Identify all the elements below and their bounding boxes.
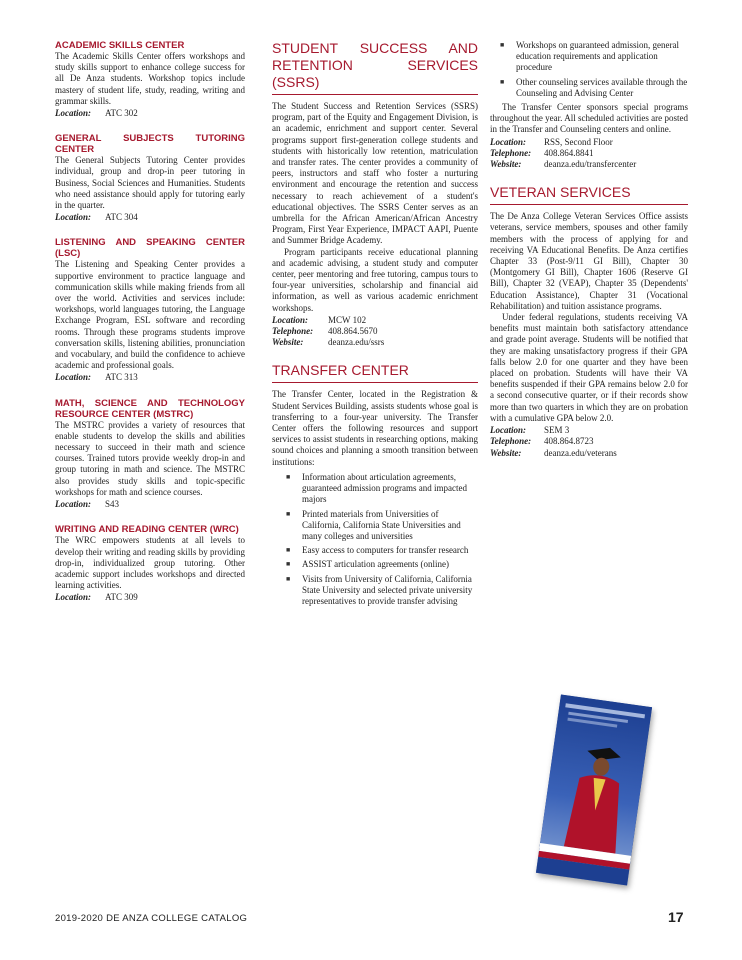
website-link[interactable]: deanza.edu/ssrs — [328, 337, 385, 348]
bullet-list — [490, 40, 688, 99]
footer-catalog-title: 2019-2020 DE ANZA COLLEGE CATALOG — [55, 913, 248, 924]
section-body: Under federal regulations, students receiving VA benefits must maintain both satisfactory attendance and grade point average. Students will be notified that they are making unsatisfactory progress if their GPA falls below 2.0 for one quarter and they have been placed on probation. Students will have their VA benefits suspended if their GPA remains below 2.0 for a second consecutive quarter, or if their records show more than two quarters in which they are on probation with a cumulative GPA below 2.0. — [490, 312, 688, 423]
section-math-science — [55, 398, 245, 511]
telephone-line — [490, 148, 688, 159]
website-line — [272, 337, 478, 348]
location-value: ATC 313 — [105, 372, 138, 383]
section-heading: TRANSFER CENTER — [272, 362, 478, 383]
section-academic-skills — [55, 40, 245, 119]
section-transfer-center — [272, 362, 478, 607]
location-label: Location: — [55, 499, 91, 510]
section-body: The Transfer Center sponsors special programs throughout the year. All scheduled activities are posted in the Transfer and Counseling centers and online. — [490, 102, 688, 135]
section-body: The Transfer Center, located in the Registration & Student Services Building, assists students whose goal is transferring to a four-year university. The Transfer Center offers the following resources and support services to assist students in researching options, making sound choices and planning a smooth transition between institutions: — [272, 389, 478, 467]
location-label: Location: — [272, 314, 308, 325]
website-line — [490, 448, 688, 459]
list-item: ■ Printed materials from Universities of California, California State Universities and many colleges and universities — [272, 509, 478, 543]
page-number: 17 — [668, 909, 684, 925]
section-body: The General Subjects Tutoring Center provides individual, group and drop-in peer tutoring in Business, Social Sciences and Humanities. Students who need assistance should apply for tutoring early in the quarter. — [55, 155, 245, 211]
location-value: S43 — [105, 499, 120, 510]
brochure-image — [536, 694, 652, 885]
location-label: Location: — [55, 108, 91, 119]
website-link[interactable]: deanza.edu/transfercenter — [544, 159, 637, 170]
website-link[interactable]: deanza.edu/veterans — [544, 447, 617, 458]
location-line — [55, 499, 245, 510]
column-1 — [55, 40, 245, 618]
section-body: The Student Success and Retention Services (SSRS) program, part of the Equity and Engagement Division, is an academic, enrichment and support center. Several programs support first-generation college students and students with historically low retention, matriculation and transfer rates. The center provides a community of peers, instructors and staff who foster a nurturing environment and encourage the retention and success necessary to reach achievement of a student's educational objectives. The SSRS Center serves as an umbrella for the African American/African Ancestry Program, First Year Experience, IMPACT AAPI, Puente and Summer Bridge Academy. — [272, 101, 478, 246]
section-body: The Listening and Speaking Center provides a supportive environment to practice language and communication skills while making friends from all over the world. Activities and services include: workshops, world languages tutoring, the Language Exchange Program, ESL software and recording rooms. Through these programs students improve conversation skills, listening abilities, pronunciation and vocabulary, and build the confidence to achieve academic and professional goals. — [55, 259, 245, 371]
location-label: Location: — [55, 592, 91, 603]
section-heading: ACADEMIC SKILLS CENTER — [55, 40, 185, 51]
list-item: ■ Information about articulation agreements, guaranteed admission programs and impacted majors — [272, 472, 478, 506]
telephone-line — [272, 326, 478, 337]
website-line — [490, 159, 688, 170]
location-label: Location: — [490, 425, 526, 436]
section-body: The MSTRC provides a variety of resources that enable students to develop the skills and abilities necessary to succeed in their math and science courses. Trained tutors provide weekly drop-in and group tutoring in math and science. The MSTRC also provides study skills and topic-specific workshops for math and science courses. — [55, 419, 245, 497]
location-value: ATC 304 — [105, 212, 138, 223]
website-label: Website: — [490, 447, 522, 458]
section-heading: LISTENING AND SPEAKING CENTER (LSC) — [55, 237, 245, 260]
telephone-label: Telephone: — [490, 147, 532, 158]
location-label: Location: — [490, 136, 526, 147]
section-writing-reading — [55, 524, 245, 603]
section-listening-speaking — [55, 237, 245, 383]
telephone-label: Telephone: — [272, 326, 314, 337]
location-value: ATC 302 — [105, 108, 138, 119]
location-line — [490, 425, 688, 436]
section-veteran-services — [490, 184, 688, 458]
location-label: Location: — [55, 212, 91, 223]
list-item: ■ Other counseling services available through the Counseling and Advising Center — [490, 77, 688, 99]
column-2 — [272, 40, 478, 621]
bullet-list — [272, 472, 478, 607]
telephone-line — [490, 436, 688, 447]
list-item: ■ Workshops on guaranteed admission, general education requirements and application procedure — [490, 40, 688, 74]
location-label: Location: — [55, 372, 91, 383]
location-line — [272, 315, 478, 326]
section-heading: WRITING AND READING CENTER (WRC) — [55, 524, 239, 536]
telephone-value: 408.864.5670 — [328, 326, 378, 337]
list-item: ■ Easy access to computers for transfer research — [272, 545, 478, 556]
telephone-value: 408.864.8723 — [544, 436, 594, 447]
section-ssrs — [272, 40, 478, 348]
list-item: ■ ASSIST articulation agreements (online) — [272, 559, 478, 570]
section-heading: STUDENT SUCCESS AND RETENTION SERVICES (SSRS) — [272, 40, 478, 95]
column-3 — [490, 40, 688, 473]
section-body: The Academic Skills Center offers workshops and study skills support to enhance college success for all De Anza students. Workshop topics include mastery of student life, study, reading, writing and grammar skills. — [55, 51, 245, 106]
section-heading: VETERAN SERVICES — [490, 184, 688, 205]
location-line — [55, 108, 245, 119]
location-value: ATC 309 — [105, 592, 138, 603]
location-line — [55, 372, 245, 383]
location-value: RSS, Second Floor — [544, 136, 613, 147]
location-value: SEM 3 — [544, 425, 570, 436]
location-line — [55, 212, 245, 223]
section-transfer-continued — [490, 40, 688, 170]
section-body: The De Anza College Veteran Services Office assists veterans, service members, spouses and other family members with the process of applying for and receiving VA Educational Benefits. De Anza certifies Chapter 33 (Post-9/11 GI Bill), Chapter 30 (Montgomery GI Bill), Chapter 1606 (Reserve GI Bill), Chapter 32 (VEAP), Chapter 35 (Dependents' Education Assistance), Chapter 31 (Vocational Rehabilitation) and tuition assistance programs. — [490, 211, 688, 311]
telephone-value: 408.864.8841 — [544, 147, 594, 158]
location-value: MCW 102 — [328, 314, 367, 325]
location-line — [55, 592, 245, 603]
section-heading: GENERAL SUBJECTS TUTORING CENTER — [55, 133, 245, 156]
website-label: Website: — [490, 159, 522, 170]
telephone-label: Telephone: — [490, 436, 532, 447]
section-body: Program participants receive educational planning and academic advising, a student study and computer center, peer mentoring and free tutoring, campus tours to four-year universities, scholarship and financial aid information, as well as various academic enrichment workshops. — [272, 246, 478, 313]
section-heading: MATH, SCIENCE AND TECHNOLOGY RESOURCE CENTER (MSTRC) — [55, 397, 245, 420]
location-line — [490, 137, 688, 148]
graduate-brochure-illustration — [536, 694, 652, 885]
section-body: The WRC empowers students at all levels to develop their writing and reading skills by providing drop-in, individualized group tutoring. Other academic support includes workshops and directed learning activities. — [55, 535, 245, 591]
website-label: Website: — [272, 337, 304, 348]
list-item: ■ Visits from University of California, California State University and selected private university representatives to provide transfer advising — [272, 574, 478, 608]
section-general-subjects — [55, 133, 245, 223]
